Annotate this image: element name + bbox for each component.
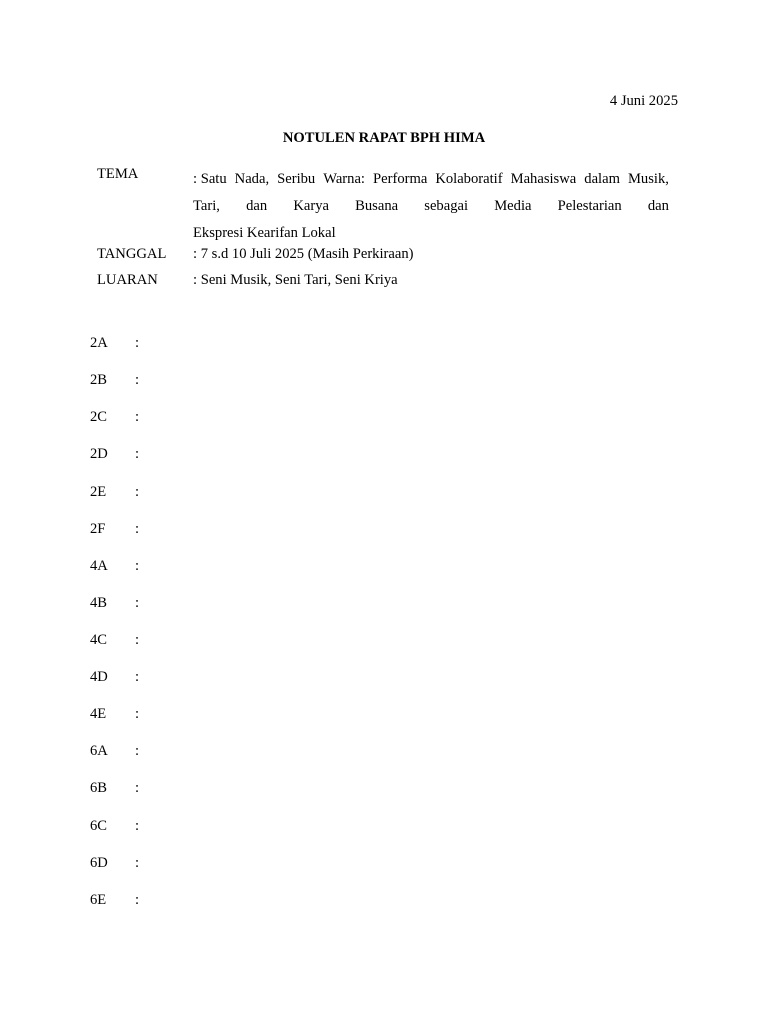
class-colon: : [135, 484, 140, 500]
document-title: NOTULEN RAPAT BPH HIMA [282, 130, 486, 146]
class-colon: : [135, 632, 140, 648]
class-colon: : [135, 892, 140, 908]
tema-word: Warna: [323, 171, 365, 187]
tanggal-value: : 7 s.d 10 Juli 2025 (Masih Perkiraan) [193, 246, 414, 262]
tema-word: Tari, [193, 198, 220, 214]
class-colon: : [135, 409, 140, 425]
class-colon: : [135, 521, 140, 537]
tanggal-label: TANGGAL [97, 246, 167, 262]
class-colon: : [135, 335, 140, 351]
luaran-label: LUARAN [97, 272, 158, 288]
class-code: 6A [90, 743, 108, 759]
tema-value [193, 166, 669, 247]
class-colon: : [135, 372, 140, 388]
class-code: 2F [90, 521, 106, 537]
tema-word: Nada, [234, 171, 270, 187]
document-date: 4 Juni 2025 [609, 93, 678, 109]
class-colon: : [135, 706, 140, 722]
tema-word: dan [647, 198, 669, 214]
tema-word: : Satu [193, 171, 227, 187]
tema-word: Karya [293, 198, 329, 214]
class-colon: : [135, 818, 140, 834]
tema-word: Ekspresi Kearifan Lokal [193, 225, 336, 241]
tema-word: dalam [584, 171, 620, 187]
tema-word: Seribu [277, 171, 316, 187]
tema-label: TEMA [97, 166, 139, 182]
class-code: 2C [90, 409, 108, 425]
tema-word: dan [246, 198, 268, 214]
class-colon: : [135, 669, 140, 685]
class-code: 2A [90, 335, 108, 351]
tema-word: Pelestarian [557, 198, 622, 214]
tema-line-3 [193, 220, 669, 247]
class-code: 4A [90, 558, 108, 574]
class-code: 4B [90, 595, 108, 611]
tema-word: Media [494, 198, 532, 214]
tema-word: Mahasiswa [510, 171, 577, 187]
class-colon: : [135, 780, 140, 796]
luaran-value: : Seni Musik, Seni Tari, Seni Kriya [193, 272, 398, 288]
class-colon: : [135, 743, 140, 759]
class-code: 2B [90, 372, 108, 388]
tema-word: sebagai [424, 198, 469, 214]
class-colon: : [135, 855, 140, 871]
class-code: 2E [90, 484, 107, 500]
class-code: 4C [90, 632, 108, 648]
class-code: 6B [90, 780, 108, 796]
class-code: 4D [90, 669, 108, 685]
class-colon: : [135, 558, 140, 574]
tema-word: Performa [373, 171, 428, 187]
class-code: 6E [90, 892, 107, 908]
class-code: 6D [90, 855, 108, 871]
class-colon: : [135, 446, 140, 462]
tema-line-1 [193, 166, 669, 193]
class-code: 2D [90, 446, 108, 462]
tema-word: Kolaboratif [435, 171, 503, 187]
tema-word: Busana [355, 198, 399, 214]
tema-line-2 [193, 193, 669, 220]
class-code: 6C [90, 818, 108, 834]
class-colon: : [135, 595, 140, 611]
class-code: 4E [90, 706, 107, 722]
tema-word: Musik, [627, 171, 669, 187]
